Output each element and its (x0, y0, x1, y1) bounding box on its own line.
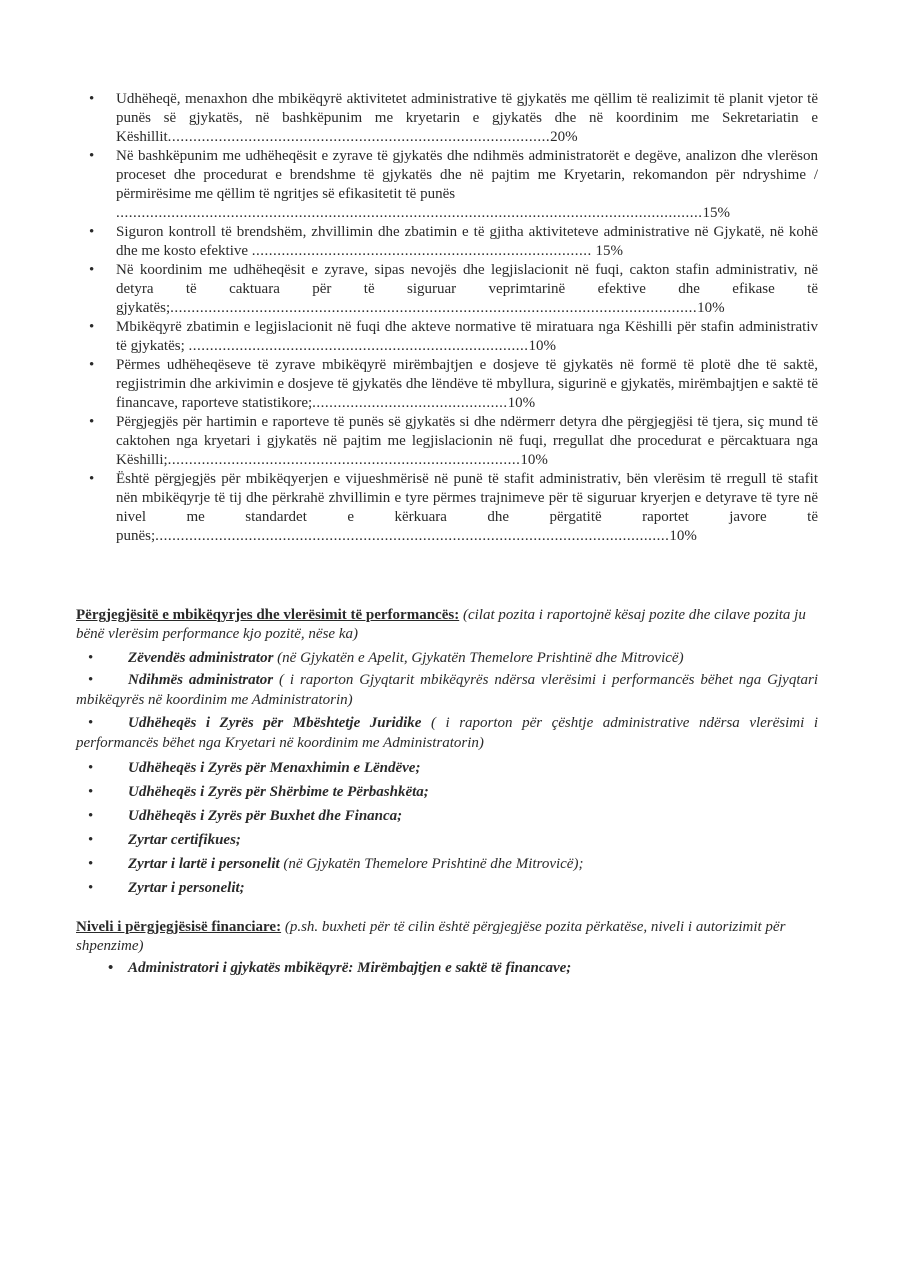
list-item: • Siguron kontroll të brendshëm, zhvillimin dhe zbatimin e të gjitha aktiviteteve administrative në Gjykatë, në kohë dhe me kosto efektive ................................................................................ 15% (89, 224, 818, 259)
role-name: Ndihmës administrator (128, 672, 274, 688)
list-item (76, 756, 818, 780)
bullet-icon: • (88, 760, 94, 776)
duty-text: Mbikëqyrë zbatimin e legjislacionit në fuqi dhe akteve normative të miratuara nga Këshilli për stafin administrativ të gjykatës; (116, 319, 818, 354)
financial-heading (76, 918, 818, 956)
duty-text: Përgjegjës për hartimin e raporteve të punës së gjykatës si dhe ndërmerr detyra dhe përgjegjësi të tjera, siç mund të caktohen nga kryetari i gjykatës në pajtim me legjislacionin në fuqi, rregullat dhe procedurat e përcaktuara nga Këshilli; (116, 414, 818, 468)
list-item (76, 852, 818, 876)
bullet-icon: • (88, 650, 94, 666)
bullet-icon: • (89, 414, 95, 430)
duty-text: Siguron kontroll të brendshëm, zhvillimin dhe zbatimin e të gjitha aktiviteteve administrative në Gjykatë, në kohë dhe me kosto efektive (116, 224, 818, 259)
financial-item-text: Administratori i gjykatës mbikëqyrë: Mirëmbajtjen e saktë të financave; (128, 960, 572, 976)
bullet-icon: • (89, 91, 95, 107)
duties-list (89, 90, 818, 546)
bullet-icon: • (89, 357, 95, 373)
role-note: ( i raporton për çështje administrative ndërsa vlerësimi i performancës bëhet nga Kryetari në koordinim me Administratorin) (76, 715, 818, 751)
bullet-icon: • (89, 471, 95, 487)
duty-percentage: 10% (669, 528, 697, 544)
duty-percentage: 20% (550, 129, 578, 145)
section-title: Përgjegjësitë e mbikëqyrjes dhe vlerësimit të performancës: (76, 607, 460, 623)
list-item: • Është përgjegjës për mbikëqyerjen e vijueshmërisë në punë të stafit administrativ, bën vlerësim të rregull të stafit nën mbikëqyrje të tij dhe përkrahë zhvillimin e tyre përmes trajnimeve për të siguruar kryerjen e detyrave të tyre në nivel me standardet e kërkuara dhe përgatitë raportet javore të punës;.........................................................................................................................10% (89, 471, 818, 544)
bullet-icon: • (88, 715, 94, 731)
list-item: • Përgjegjës për hartimin e raporteve të punës së gjykatës si dhe ndërmerr detyra dhe përgjegjësi të tjera, siç mund të caktohen nga kryetari i gjykatës në pajtim me legjislacionin në fuqi, rregullat dhe procedurat e përcaktuara nga Këshilli;...................................................................................10% (89, 414, 818, 468)
section-note: (p.sh. buxheti për të cilin është përgjegjëse pozita përkatëse, niveli i autorizimit për shpenzime) (76, 919, 786, 954)
list-item: • Në bashkëpunim me udhëheqësit e zyrave të gjykatës dhe ndihmës administratorët e degëve, analizon dhe vlerëson proceset dhe procedurat e brendshme të gjykatës dhe në pajtim me Kryetarin, rekomandon për ndryshime / përmirësime me qëllim të ngritjes së efikasitetit të punës ..........................................................................................................................................15% (89, 148, 818, 221)
list-item: • Mbikëqyrë zbatimin e legjislacionit në fuqi dhe akteve normative të miratuara nga Këshilli për stafin administrativ të gjykatës; ................................................................................10% (89, 319, 818, 354)
list-item: • Në koordinim me udhëheqësit e zyrave, sipas nevojës dhe legjislacionit në fuqi, cakton stafin administrativ, në detyra të caktuara për të siguruar veprimtarinë efektive dhe efikase të gjykatës;............................................................................................................................10% (89, 262, 818, 316)
role-name: Zyrtar certifikues; (128, 832, 241, 848)
list-item (76, 804, 818, 828)
list-item (76, 670, 818, 710)
bullet-icon: • (88, 808, 94, 824)
duty-text: Është përgjegjës për mbikëqyerjen e vijueshmërisë në punë të stafit administrativ, bën vlerësim të rregull të stafit nën mbikëqyrje të tij dhe përkrahë zhvillimin e tyre përmes trajnimeve për të siguruar kryerjen e detyrave të tyre në nivel me standardet e kërkuara dhe përgatitë raportet javore të punës; (116, 471, 818, 544)
role-name: Zyrtar i personelit; (128, 880, 245, 896)
duty-text: Në bashkëpunim me udhëheqësit e zyrave të gjykatës dhe ndihmës administratorët e degëve, analizon dhe vlerëson proceset dhe procedurat e brendshme të gjykatës dhe në pajtim me Kryetarin, rekomandon për ndryshime / përmirësime me qëllim të ngritjes së efikasitetit të punës (116, 148, 818, 202)
role-name: Zëvendës administrator (128, 650, 274, 666)
role-name: Udhëheqës i Zyrës për Mbështetje Juridike (128, 715, 422, 731)
bullet-icon: • (89, 319, 95, 335)
list-item (76, 876, 818, 900)
bullet-icon: • (88, 856, 94, 872)
list-item: • Përmes udhëheqëseve të zyrave mbikëqyrë mirëmbajtjen e dosjeve të gjykatës në formë të plotë dhe të saktë, regjistrimin dhe arkivimin e dosjeve të gjykatës dhe lëndëve të mbyllura, sigurinë e gjykatës, mirëmbajtjen e saktë të financave, raporteve statistikore;..............................................10% (89, 357, 818, 411)
duty-text: Udhëheqë, menaxhon dhe mbikëqyrë aktivitetet administrative të gjykatës me qëllim të realizimit të planit vjetor të punës së gjykatës, në bashkëpunim me kryetarin e gjykatës dhe në koordinim me Sekretariatin e Këshillit (116, 91, 818, 145)
list-item (76, 828, 818, 852)
bullet-icon: • (108, 960, 114, 976)
bullet-icon: • (88, 880, 94, 896)
list-item (76, 646, 818, 670)
bullet-icon: • (88, 832, 94, 848)
duty-percentage: 15% (595, 243, 624, 259)
role-note: (në Gjykatën e Apelit, Gjykatën Themelore Prishtinë dhe Mitrovicë) (273, 650, 684, 666)
list-item (76, 713, 818, 753)
bullet-icon: • (89, 262, 95, 278)
section-title: Niveli i përgjegjësisë financiare: (76, 919, 282, 935)
financial-list (76, 958, 818, 978)
performance-heading (76, 606, 818, 644)
bullet-icon: • (89, 224, 95, 240)
duty-percentage: 10% (507, 395, 536, 411)
list-item (76, 780, 818, 804)
bullet-icon: • (88, 672, 94, 688)
role-name: Udhëheqës i Zyrës për Menaxhimin e Lëndëve; (128, 760, 421, 776)
duty-text: Në koordinim me udhëheqësit e zyrave, sipas nevojës dhe legjislacionit në fuqi, cakton stafin administrativ, në detyra të caktuara për të siguruar veprimtarinë efektive dhe efikase të gjykatës; (116, 262, 818, 316)
duty-percentage: 10% (528, 338, 556, 354)
list-item: • Udhëheqë, menaxhon dhe mbikëqyrë aktivitetet administrative të gjykatës me qëllim të realizimit të planit vjetor të punës së gjykatës, në bashkëpunim me kryetarin e gjykatës dhe në koordinim me Sekretariatin e Këshillit..........................................................................................20% (89, 91, 818, 145)
list-item (76, 958, 818, 978)
supervised-roles-list (76, 646, 818, 900)
duty-text: Përmes udhëheqëseve të zyrave mbikëqyrë mirëmbajtjen e dosjeve të gjykatës në formë të plotë dhe të saktë, regjistrimin dhe arkivimin e dosjeve të gjykatës dhe lëndëve të mbyllura, sigurinë e gjykatës, mirëmbajtjen e saktë të financave, raporteve statistikore; (116, 357, 818, 411)
section-note: (cilat pozita i raportojnë kësaj pozite dhe cilave pozita ju bënë vlerësim performance kjo pozitë, nëse ka) (76, 607, 806, 642)
role-name: Udhëheqës i Zyrës për Buxhet dhe Financa; (128, 808, 403, 824)
duty-percentage: 10% (697, 300, 725, 316)
duty-percentage: 10% (520, 452, 548, 468)
role-name: Udhëheqës i Zyrës për Shërbime te Përbashkëta; (128, 784, 429, 800)
bullet-icon: • (88, 784, 94, 800)
role-note: (në Gjykatën Themelore Prishtinë dhe Mitrovicë); (279, 856, 584, 872)
role-name: Zyrtar i lartë i personelit (128, 856, 280, 872)
bullet-icon: • (89, 148, 95, 164)
role-note: ( i raporton Gjyqtarit mbikëqyrës ndërsa vlerësimi i performancës bëhet nga Gjyqtari mbikëqyrës në koordinim me Administratorin) (76, 672, 819, 708)
duty-percentage: 15% (702, 205, 730, 221)
